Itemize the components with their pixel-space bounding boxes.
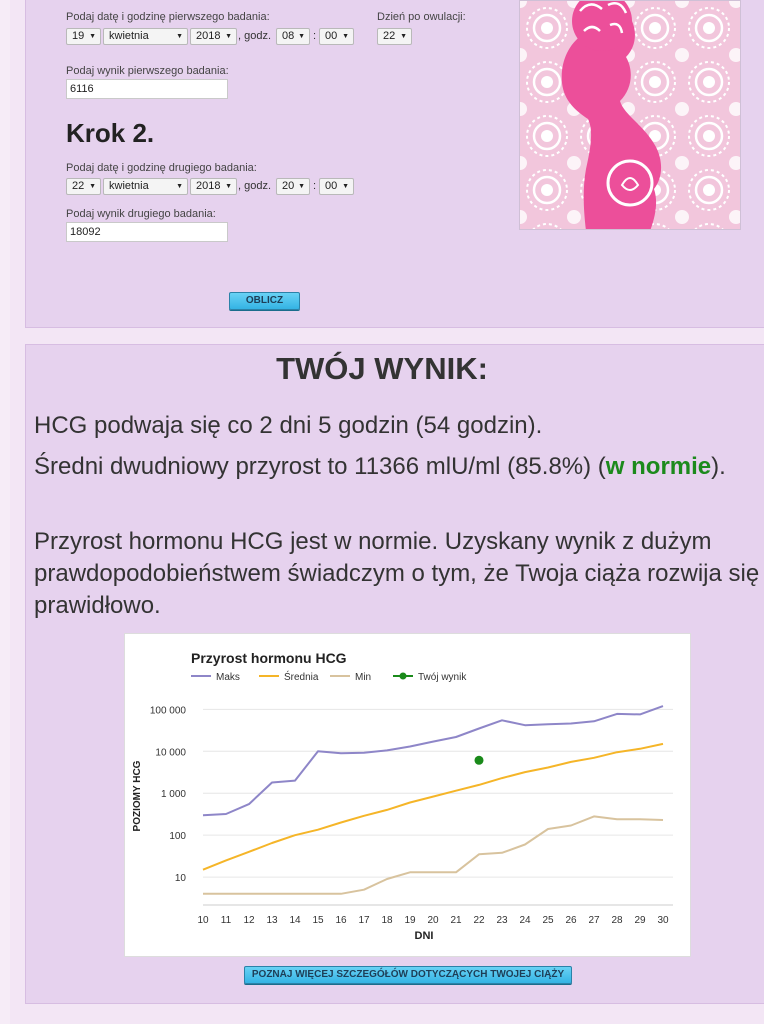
result-average-text: Średni dwudniowy przyrost to 11366 mlU/ml (85.8%) (w normie). — [34, 453, 726, 480]
first-hour-select[interactable]: 08 ▼ — [276, 28, 310, 45]
ovulation-label: Dzień po owulacji: — [377, 11, 466, 23]
x-tick-label: 20 — [427, 915, 439, 926]
x-tick-label: 27 — [588, 915, 600, 926]
y-tick-label: 100 000 — [149, 705, 186, 717]
second-month-select[interactable]: kwietnia ▼ — [103, 178, 188, 195]
first-minute-select[interactable]: 00 ▼ — [319, 28, 354, 45]
pregnancy-illustration — [519, 0, 741, 230]
y-tick-label: 100 — [169, 831, 186, 843]
x-tick-label: 25 — [542, 915, 554, 926]
chart-title: Przyrost hormonu HCG — [191, 650, 347, 666]
legend-dot — [400, 673, 407, 680]
second-hour-select[interactable]: 20 ▼ — [276, 178, 310, 195]
hcg-chart-svg — [125, 634, 692, 958]
x-tick-label: 21 — [450, 915, 462, 926]
chevron-down-icon: ▼ — [89, 183, 96, 190]
chart-grid — [203, 709, 673, 905]
series-line-Min — [203, 816, 663, 893]
first-date-label: Podaj datę i godzinę pierwszego badania: — [66, 11, 270, 23]
first-result-input[interactable]: 6116 — [66, 79, 228, 99]
hcg-chart — [124, 633, 691, 957]
legend-label: Min — [355, 672, 372, 683]
chevron-down-icon: ▼ — [225, 33, 232, 40]
x-tick-label: 16 — [335, 915, 347, 926]
second-day-select[interactable]: 22 ▼ — [66, 178, 101, 195]
your-result-point — [475, 756, 484, 765]
result-summary-text: Przyrost hormonu HCG jest w normie. Uzyskany wynik z dużym prawdopodobieństwem świadczym o tym, że Twoja ciąża rozwija się prawidłowo. — [34, 528, 760, 619]
first-year-select[interactable]: 2018 ▼ — [190, 28, 237, 45]
chevron-down-icon: ▼ — [342, 183, 349, 190]
status-normal: w normie — [605, 453, 712, 480]
y-axis-label: POZIOMY HCG — [132, 760, 143, 832]
x-tick-label: 11 — [220, 915, 232, 926]
x-axis-label: DNI — [414, 930, 434, 942]
calculate-button[interactable]: OBLICZ — [229, 292, 300, 310]
y-tick-label: 1 000 — [160, 789, 186, 801]
x-tick-label: 24 — [519, 915, 531, 926]
y-axis — [150, 705, 187, 884]
second-result-input[interactable]: 18092 — [66, 222, 228, 242]
first-result-label: Podaj wynik pierwszego badania: — [66, 65, 229, 77]
chevron-down-icon: ▼ — [89, 33, 96, 40]
second-minute-select[interactable]: 00 ▼ — [319, 178, 354, 195]
chevron-down-icon: ▼ — [225, 183, 232, 190]
x-tick-label: 30 — [657, 915, 669, 926]
time-colon: : — [313, 180, 317, 192]
hour-separator: , godz. — [238, 180, 272, 192]
x-tick-label: 12 — [243, 915, 255, 926]
legend-label: Maks — [216, 672, 240, 683]
result-doubling-text: HCG podwaja się co 2 dni 5 godzin (54 godzin). — [34, 412, 543, 439]
chevron-down-icon: ▼ — [400, 33, 407, 40]
x-tick-label: 15 — [312, 915, 324, 926]
x-tick-label: 17 — [358, 915, 370, 926]
step2-heading: Krok 2. — [66, 118, 155, 148]
x-axis — [197, 915, 669, 926]
page-edge — [0, 0, 10, 1024]
x-tick-label: 28 — [611, 915, 623, 926]
x-tick-label: 29 — [634, 915, 646, 926]
x-tick-label: 22 — [473, 915, 485, 926]
y-tick-label: 10 000 — [155, 747, 186, 759]
hour-separator: , godz. — [238, 30, 272, 42]
x-tick-label: 18 — [381, 915, 393, 926]
x-tick-label: 14 — [289, 915, 301, 926]
x-tick-label: 13 — [266, 915, 278, 926]
chevron-down-icon: ▼ — [298, 33, 305, 40]
ovulation-day-select[interactable]: 22 ▼ — [377, 28, 412, 45]
legend-label: Twój wynik — [418, 672, 467, 683]
x-tick-label: 10 — [197, 915, 209, 926]
more-details-button[interactable]: POZNAJ WIĘCEJ SZCZEGÓŁÓW DOTYCZĄCYCH TWOJEJ CIĄŻY — [244, 966, 572, 984]
second-result-label: Podaj wynik drugiego badania: — [66, 208, 216, 220]
x-tick-label: 23 — [496, 915, 508, 926]
result-title: TWÓJ WYNIK: — [276, 351, 488, 386]
first-day-select[interactable]: 19 ▼ — [66, 28, 101, 45]
first-month-select[interactable]: kwietnia ▼ — [103, 28, 188, 45]
chart-series — [203, 706, 663, 894]
chevron-down-icon: ▼ — [342, 33, 349, 40]
x-tick-label: 26 — [565, 915, 577, 926]
legend-label: Średnia — [284, 672, 319, 683]
time-colon: : — [313, 30, 317, 42]
x-tick-label: 19 — [404, 915, 416, 926]
chevron-down-icon: ▼ — [298, 183, 305, 190]
second-date-label: Podaj datę i godzinę drugiego badania: — [66, 162, 257, 174]
chevron-down-icon: ▼ — [176, 33, 183, 40]
y-tick-label: 10 — [174, 873, 186, 885]
second-year-select[interactable]: 2018 ▼ — [190, 178, 237, 195]
series-line-Średnia — [203, 744, 663, 870]
chart-legend — [191, 670, 467, 683]
chevron-down-icon: ▼ — [176, 183, 183, 190]
series-line-Maks — [203, 706, 663, 815]
